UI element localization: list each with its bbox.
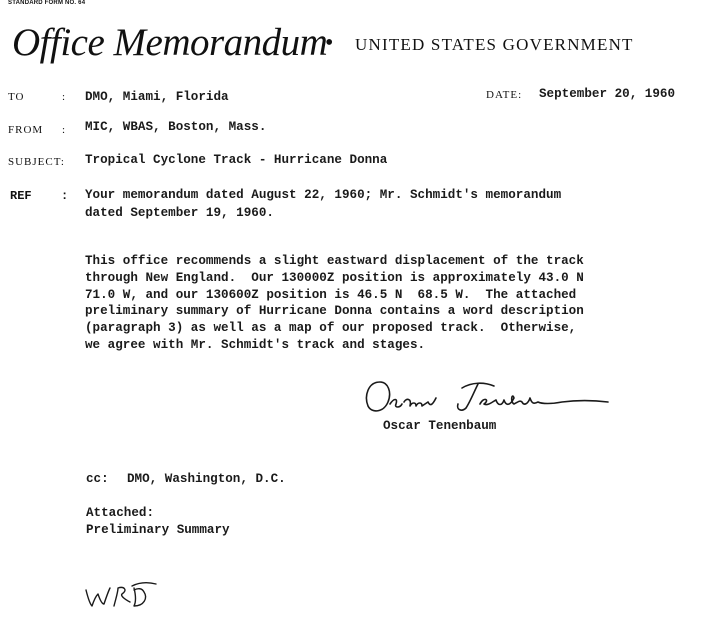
- attachments-label: Attached:: [86, 506, 155, 520]
- from-colon: :: [62, 124, 66, 136]
- cc-label: cc:: [86, 472, 109, 486]
- masthead-separator: •: [325, 30, 334, 56]
- date-value: September 20, 1960: [539, 87, 676, 101]
- to-colon: :: [62, 91, 66, 103]
- attachment-item: Preliminary Summary: [86, 523, 230, 537]
- from-value: MIC, WBAS, Boston, Mass.: [85, 120, 267, 134]
- handwritten-initials: [82, 578, 162, 610]
- to-value: DMO, Miami, Florida: [85, 90, 229, 104]
- subject-label: SUBJECT:: [8, 156, 65, 168]
- from-label: FROM: [8, 124, 44, 136]
- date-label: DATE:: [486, 89, 523, 101]
- masthead-title: Office Memorandum: [12, 21, 328, 64]
- form-number: STANDARD FORM NO. 64: [8, 0, 86, 6]
- ref-label: REF: [10, 189, 32, 203]
- to-label: TO: [8, 91, 25, 103]
- masthead-government: UNITED STATES GOVERNMENT: [355, 35, 634, 54]
- cc-value: DMO, Washington, D.C.: [127, 472, 286, 486]
- ref-colon: :: [61, 189, 69, 203]
- handwritten-signature: [362, 372, 612, 416]
- subject-value: Tropical Cyclone Track - Hurricane Donna: [85, 153, 388, 167]
- ref-value: Your memorandum dated August 22, 1960; Mr. Schmidt's memorandum dated September 19, 1960.: [85, 188, 562, 220]
- signature-name: Oscar Tenenbaum: [383, 419, 497, 433]
- memo-body: This office recommends a slight eastward displacement of the track through New England. Our 130000Z position is approximately 43.0 N 71.0 W, and our 130600Z position is 46.5 N 68.5 W. The attached preliminary summary of Hurricane Donna contains a word description (paragraph 3) as well as a map of our proposed track. Otherwise, we agree with Mr. Schmidt's track and stages.: [85, 254, 584, 352]
